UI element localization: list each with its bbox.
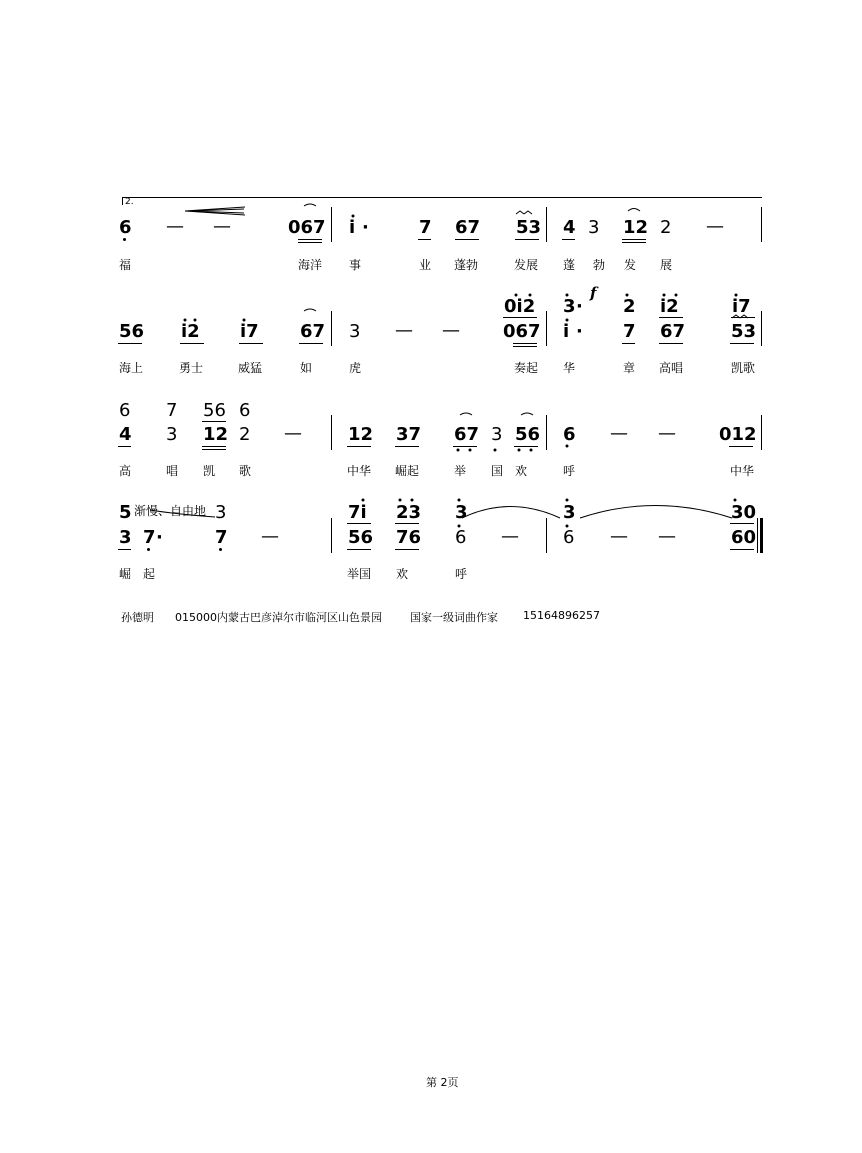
note: —: [658, 423, 676, 444]
note: 67: [455, 217, 481, 238]
note: 60: [731, 527, 757, 548]
note: 56: [348, 527, 374, 548]
lyric: 蓬勃: [454, 258, 479, 272]
volta-label: 2.: [125, 197, 134, 207]
note: ·: [362, 217, 369, 238]
note: 56: [119, 321, 145, 342]
dynamic-marking: f: [590, 284, 597, 302]
lyric: 海洋: [298, 258, 323, 272]
note: 53: [731, 321, 757, 342]
note: 3: [349, 321, 361, 342]
lyric: 中华: [730, 464, 755, 478]
note: 7: [215, 527, 228, 548]
lyric: 奏起: [514, 361, 539, 375]
note: —: [610, 526, 628, 547]
upper-note: 3: [215, 502, 227, 523]
note: 3: [166, 424, 178, 445]
upper-note: 7: [166, 400, 178, 421]
note: 067: [288, 217, 326, 238]
lyric: 呼: [563, 464, 576, 478]
note: 2: [239, 424, 251, 445]
author-title: 国家一级词曲作家: [410, 611, 498, 624]
lyric: 举国: [347, 567, 372, 581]
note: 67: [660, 321, 686, 342]
note: 4: [563, 217, 576, 238]
note: 6: [455, 527, 467, 548]
upper-note: 30: [731, 502, 757, 523]
author-phone: 15164896257: [523, 609, 600, 622]
upper-note: 3: [455, 502, 468, 523]
note: 67: [300, 321, 326, 342]
lyric: 威猛: [238, 361, 263, 375]
lyric: 勃: [593, 258, 606, 272]
upper-note: 5: [119, 502, 132, 523]
note: 67: [454, 424, 480, 445]
note: —: [706, 216, 724, 237]
page-number: 第 2页: [426, 1076, 459, 1089]
lyric: 崛: [119, 567, 132, 581]
note: ·: [156, 527, 163, 548]
note: —: [610, 423, 628, 444]
lyric: 虎: [349, 361, 362, 375]
note: 76: [396, 527, 422, 548]
lyric: 歌: [239, 464, 252, 478]
lyric: 呼: [455, 567, 468, 581]
lyric: 欢: [515, 464, 528, 478]
note: 12: [623, 217, 649, 238]
note: —: [166, 216, 184, 237]
upper-note: i7: [732, 296, 751, 317]
note: —: [501, 526, 519, 547]
note: 3: [491, 424, 503, 445]
lyric: 发: [624, 258, 637, 272]
note: 3: [588, 217, 600, 238]
lyric: 如: [300, 361, 313, 375]
note: 7: [143, 527, 156, 548]
lyric: 海上: [119, 361, 144, 375]
note: 2: [660, 217, 672, 238]
note: i7: [240, 321, 259, 342]
lyric: 凯歌: [731, 361, 756, 375]
note: 6: [563, 424, 576, 445]
lyric: 华: [563, 361, 576, 375]
author-name: 孙德明: [121, 611, 154, 624]
upper-note: 6: [239, 400, 251, 421]
note: —: [213, 216, 231, 237]
upper-note: 3: [563, 296, 576, 317]
lyric: 凯: [203, 464, 216, 478]
lyric: 中华: [347, 464, 372, 478]
lyric: 章: [623, 361, 636, 375]
lyric: 福: [119, 258, 132, 272]
lyric: 发展: [514, 258, 539, 272]
lyric: 业: [419, 258, 432, 272]
upper-note: 56: [203, 400, 226, 421]
upper-note: 23: [396, 502, 422, 523]
note: i2: [181, 321, 200, 342]
note: ·: [576, 321, 583, 342]
note: —: [284, 423, 302, 444]
note: —: [395, 320, 413, 341]
note: 6: [563, 527, 575, 548]
note: 012: [719, 424, 757, 445]
note: 53: [516, 217, 542, 238]
lyric: 崛起: [395, 464, 420, 478]
lyric: 事: [349, 258, 362, 272]
lyric: 蓬: [563, 258, 576, 272]
lyric: 高唱: [659, 361, 684, 375]
note: 56: [515, 424, 541, 445]
lyric: 起: [143, 567, 156, 581]
note: 4: [119, 424, 132, 445]
note: 37: [396, 424, 422, 445]
upper-note: 6: [119, 400, 131, 421]
note: 7: [623, 321, 636, 342]
note: —: [261, 526, 279, 547]
note: 6: [119, 217, 132, 238]
note: —: [658, 526, 676, 547]
lyric: 展: [660, 258, 673, 272]
upper-note: 3: [563, 502, 576, 523]
upper-note: 0i2: [504, 296, 536, 317]
upper-note: 2: [623, 296, 636, 317]
lyric: 唱: [166, 464, 179, 478]
lyric: 欢: [396, 567, 409, 581]
upper-note: ·: [576, 296, 583, 317]
note: i: [349, 217, 356, 238]
lyric: 高: [119, 464, 132, 478]
note: 7: [419, 217, 432, 238]
note: 12: [348, 424, 374, 445]
note: 12: [203, 424, 229, 445]
upper-note: 7i: [348, 502, 367, 523]
lyric: 勇士: [179, 361, 204, 375]
author-address: 015000内蒙古巴彦淖尔市临河区山色景园: [175, 611, 382, 624]
tempo-annotation: 渐慢、自由地: [134, 504, 207, 518]
note: 3: [119, 527, 132, 548]
note: —: [442, 320, 460, 341]
lyric: 国: [491, 464, 504, 478]
note: 067: [503, 321, 541, 342]
lyric: 举: [454, 464, 467, 478]
note: i: [563, 321, 570, 342]
upper-note: i2: [660, 296, 679, 317]
